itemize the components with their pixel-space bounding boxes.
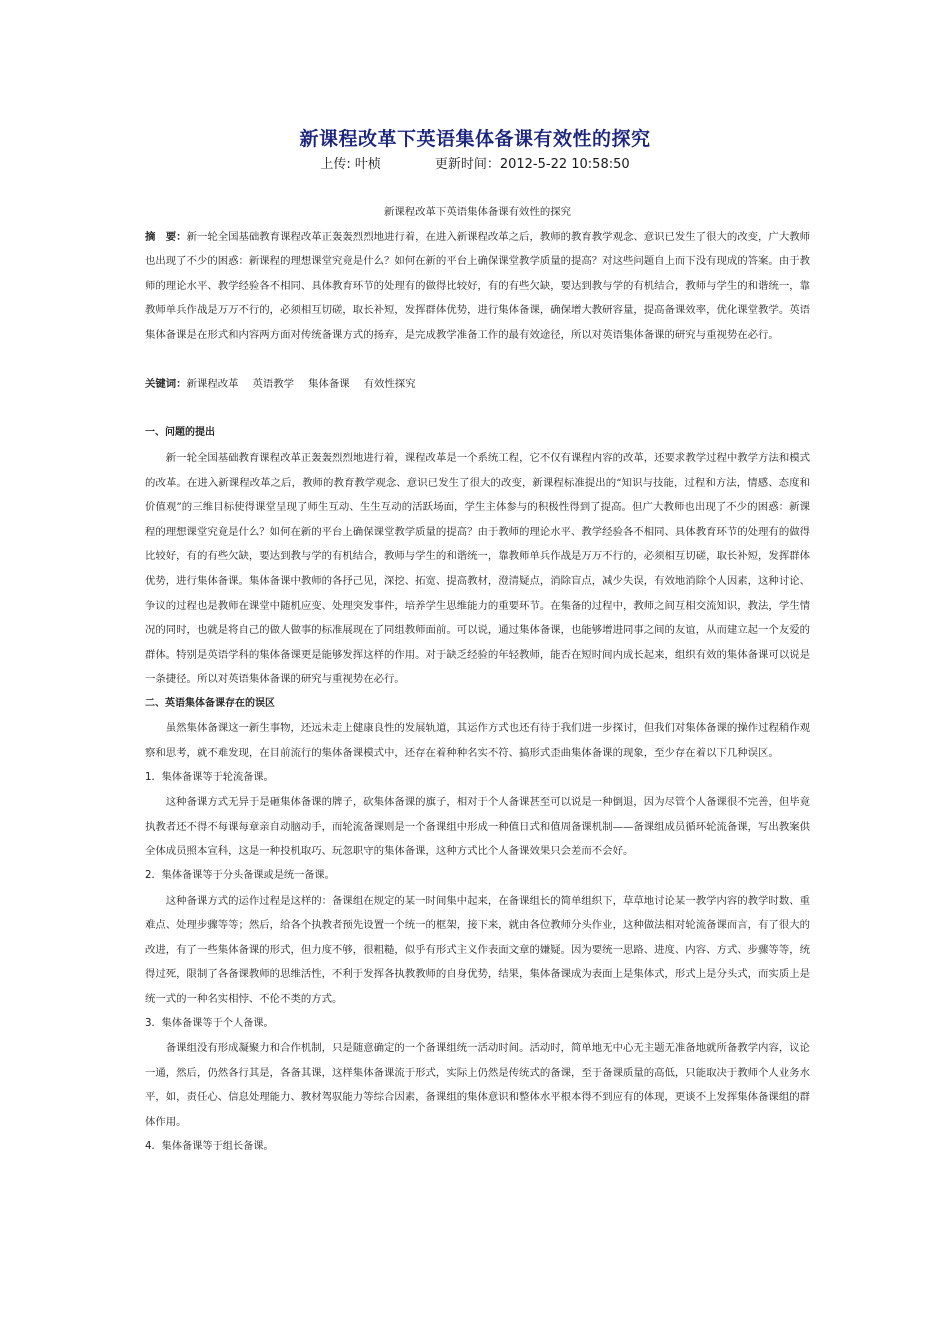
document-meta bbox=[0, 153, 950, 172]
updated-time-text: 更新时间：2012-5-22 10:58:50 bbox=[434, 157, 630, 172]
section-heading-2: 二、英语集体备课存在的误区 bbox=[145, 697, 275, 709]
list-item-title-4: 4．集体备课等于组长备课。 bbox=[145, 1140, 274, 1152]
keywords-line bbox=[145, 372, 810, 397]
article-body bbox=[145, 200, 810, 1159]
section-heading-1: 一、问题的提出 bbox=[145, 427, 215, 439]
keyword-item: 新课程改革 bbox=[186, 378, 239, 391]
abstract-text: 新一轮全国基础教育课程改革正轰轰烈烈地进行着，在进入新课程改革之后，教师的教育教学观念、意识已发生了很大的改变，广大教师也出现了不少的困惑：新课程的理想课堂究竟是什么？如何在新的平台上确保课堂教学质量的提高？对这些问题自上而下没有现成的答案。由于教师的理论水平、教学经验各不相同、具体教育环节的处理有的做得比较好，有的有些欠缺，要达到教与学的有机结合，教师与学生的和谐统一，靠教师单兵作战是万万不行的，必须相互切磋，取长补短，发挥群体优势，进行集体备课，确保增大教研容量，提高备课效率，优化课堂教学。英语集体备课是在形式和内容两方面对传统备课方式的扬弃，是完成教学准备工作的最有效途径，所以对英语集体备课的研究与重视势在必行。 bbox=[145, 230, 810, 341]
abstract-label: 摘 要： bbox=[145, 230, 187, 243]
keywords-label: 关键词： bbox=[145, 378, 187, 391]
abstract-paragraph bbox=[145, 225, 810, 348]
document-title: 新课程改革下英语集体备课有效性的探究 bbox=[299, 128, 651, 150]
section-paragraph-2: 虽然集体备课这一新生事物，还远未走上健康良性的发展轨道，其运作方式也还有待于我们进一步探讨，但我们对集体备课的操作过程稍作观察和思考，就不难发现，在目前流行的集体备课模式中，还存在着种种名实不符、搞形式歪曲集体备课的现象，至少存在着以下几种误区。 bbox=[145, 722, 811, 760]
list-item-paragraph-2: 这种备课方式的运作过程是这样的：备课组在规定的某一时间集中起来，在备课组长的简单组织下，草草地讨论某一教学内容的教学时数、重难点、处理步骤等等；然后，给各个执教者预先设置一个统一的框架，接下来，就由各位教师分头作业，这种做法相对轮流备课而言，有了很大的改进，有了一些集体备课的形式，但力度不够，很粗糙，似乎有形式主义作表面文章的嫌疑。因为要统一思路、进度、内容、方式、步骤等等，统得过死，限制了各备课教师的思维活性，不利于发挥各执教教师的自身优势，结果，集体备课成为表面上是集体式，形式上是分头式，而实质上是统一式的一种名实相悖、不伦不类的方式。 bbox=[145, 894, 811, 1005]
article-subtitle: 新课程改革下英语集体备课有效性的探究 bbox=[383, 206, 572, 218]
uploader-text: 上传: 叶桢 bbox=[320, 157, 381, 172]
list-item-title-1: 1．集体备课等于轮流备课。 bbox=[145, 771, 274, 783]
list-item-title-2: 2．集体备课等于分头备课或是统一备课。 bbox=[145, 870, 335, 882]
list-item-paragraph-3: 备课组没有形成凝聚力和合作机制，只是随意确定的一个备课组统一活动时间。活动时，简单地无中心无主题无准备地就所备教学内容，议论一通，然后，仍然各行其是，各备其课，这样集体备课流于形式，实际上仍然是传统式的备课，至于备课质量的高低，只能取决于教师个人业务水平，如，责任心、信息处理能力、教材驾驭能力等综合因素，备课组的集体意识和整体水平根本得不到应有的体现，更谈不上发挥集体备课组的群体作用。 bbox=[145, 1042, 811, 1128]
section-paragraph-1: 新一轮全国基础教育课程改革正轰轰烈烈地进行着，课程改革是一个系统工程，它不仅有课程内容的改革，还要求教学过程中教学方法和模式的改革。在进入新课程改革之后，教师的教育教学观念、意识已发生了很大的改变，新课程标准提出的“知识与技能，过程和方法，情感、态度和价值观”的三维目标使得课堂呈现了师生互动、生生互动的活跃场面，学生主体参与的积极性得到了提高。但广大教师也出现了不少的困惑：新课程的理想课堂究竟是什么？如何在新的平台上确保课堂教学质量的提高？由于教师的理论水平、教学经验各不相同、具体教育环节的处理有的做得比较好，有的有些欠缺，要达到教与学的有机结合，教师与学生的和谐统一，靠教师单兵作战是万万不行的，必须相互切磋，取长补短，发挥群体优势，进行集体备课。集体备课中教师的各抒己见，深挖、拓宽、提高教材，澄清疑点，消除盲点，减少失误，有效地消除个人因素，这种讨论、争议的过程也是教师在课堂中随机应变、处理突发事件，培养学生思维能力的重要环节。在集备的过程中，教师之间互相交流知识，教法，学生情况的同时，也就是将自己的做人做事的标准展现在了同组教师面前。可以说，通过集体备课，也能够增进同事之间的友谊，从而建立起一个友爱的群体。特别是英语学科的集体备课更是能够发挥这样的作用。对于缺乏经验的年轻教师，能否在短时间内成长起来，组织有效的集体备课可以说是一条捷径。所以对英语集体备课的研究与重视势在必行。 bbox=[145, 451, 811, 686]
keyword-item: 集体备课 bbox=[308, 378, 350, 391]
list-item-title-3: 3．集体备课等于个人备课。 bbox=[145, 1017, 274, 1029]
keyword-item: 英语教学 bbox=[252, 378, 295, 391]
keyword-item: 有效性探究 bbox=[363, 378, 416, 391]
list-item-paragraph-1: 这种备课方式无异于是砸集体备课的牌子，砍集体备课的旗子，相对于个人备课甚至可以说是一种倒退，因为尽管个人备课很不完善，但毕竟执教者还不得不每课每章亲自动脑动手，而轮流备课则是一个备课组中形成一种值日式和值周备课机制——备课组成员循环轮流备课，写出教案供全体成员照本宣科，这是一种投机取巧、玩忽职守的集体备课，这种方式比个人备课效果只会差而不会好。 bbox=[145, 796, 811, 858]
